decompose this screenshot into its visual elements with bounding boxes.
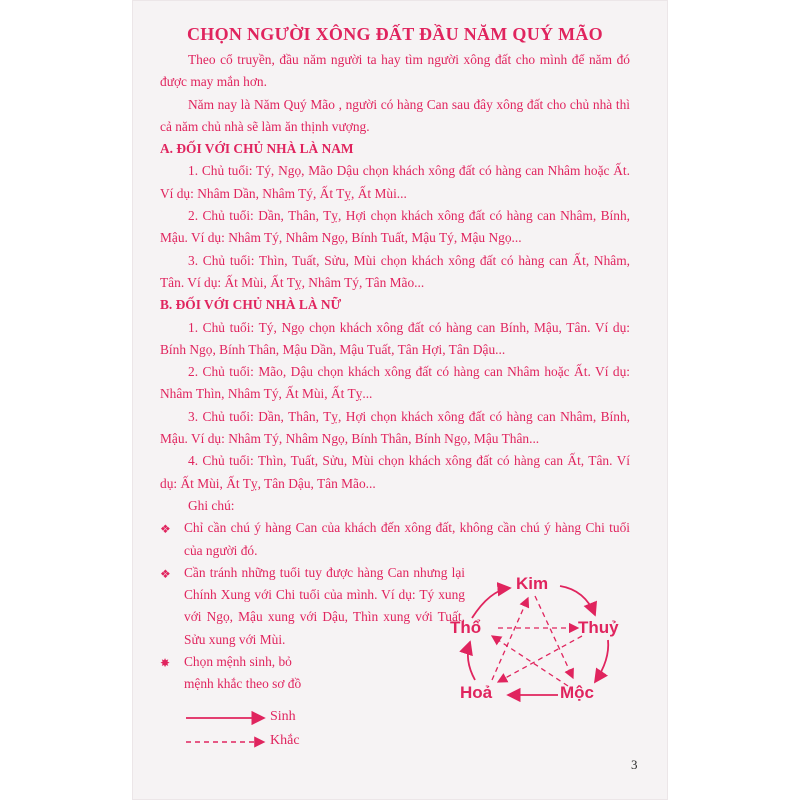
diamond-bullet-icon: ❖: [160, 522, 171, 537]
arrow-thuy-hoa: [498, 636, 582, 682]
section-a-item: 1. Chủ tuổi: Tý, Ngọ, Mão Dậu chọn khách xông đất có hàng can Nhâm hoặc Ất. Ví dụ: Nhâm Dần, Nhâm Tý, Ất Tỵ, Ất Mùi...: [160, 163, 630, 201]
diamond-bullet-icon: ❖: [160, 566, 171, 581]
arrow-kim-thuy: [560, 586, 595, 615]
section-b-heading: B. ĐỐI VỚI CHỦ NHÀ LÀ NỮ: [160, 297, 342, 313]
section-b-item: 3. Chủ tuổi: Dần, Thân, Tỵ, Hợi chọn khách xông đất có hàng can Nhâm, Bính, Mậu. Ví dụ: Nhâm Tý, Nhâm Ngọ, Bính Thân, Bính Ngọ, Mậu Thân...: [160, 408, 630, 447]
note-star-item: [160, 651, 310, 696]
section-b-item: 2. Chủ tuổi: Mão, Dậu chọn khách xông đất có hàng can Nhâm hoặc Ất. Ví dụ: Nhâm Thìn, Nhâm Tý, Ất Mùi, Ất Tỵ...: [160, 364, 630, 402]
legend-sinh-label: Sinh: [270, 709, 296, 724]
note-bullet: [160, 517, 630, 562]
element-thuy: Thuỷ: [578, 618, 619, 637]
arrow-kim-moc: [535, 596, 573, 678]
section-a-item: 3. Chủ tuổi: Thìn, Tuất, Sửu, Mùi chọn khách xông đất có hàng can Ất, Nhâm, Tân. Ví dụ: Ất Mùi, Ất Tỵ, Nhâm Tý, Tân Mão...: [160, 252, 630, 290]
legend-khac-label: Khắc: [270, 733, 300, 748]
intro-paragraph-2: Năm nay là Năm Quý Mão , người có hàng Can sau đây xông đất cho chủ nhà thì cả năm chủ nhà sẽ làm ăn thịnh vượng.: [160, 96, 630, 134]
note-bullet: [160, 562, 465, 651]
page-number: 3: [631, 757, 638, 772]
note-star-text: Chọn mệnh sinh, bỏ mệnh khắc theo sơ đồ: [184, 654, 302, 692]
element-kim: Kim: [516, 574, 549, 593]
arrow-tho-kim: [472, 588, 510, 618]
arrow-moc-tho: [492, 636, 568, 686]
arrow-thuy-moc: [595, 640, 608, 682]
note-bullet-text: Chỉ cần chú ý hàng Can của khách đến xông đất, không cần chú ý hàng Chi tuổi của người đó.: [184, 520, 630, 558]
section-a-item: 2. Chủ tuổi: Dần, Thân, Tỵ, Hợi chọn khách xông đất có hàng can Nhâm, Bính, Mậu. Ví dụ: Nhâm Tý, Nhâm Ngọ, Bính Tuất, Mậu Tý, Mậu Ngọ...: [160, 208, 630, 246]
notes-label: Ghi chú:: [188, 497, 235, 513]
element-hoa: Hoả: [460, 683, 493, 702]
five-elements-diagram: [450, 570, 630, 720]
page-title: CHỌN NGƯỜI XÔNG ĐẤT ĐẦU NĂM QUÝ MÃO: [187, 24, 603, 44]
element-tho: Thổ: [450, 618, 482, 637]
arrow-hoa-tho: [468, 642, 475, 680]
asterisk-icon: ✸: [160, 656, 171, 671]
element-moc: Mộc: [560, 683, 594, 702]
intro-paragraph-1: Theo cổ truyền, đầu năm người ta hay tìm người xông đất cho mình để năm đó được may mắn hơn.: [160, 52, 630, 90]
note-bullet-text: Cần tránh những tuổi tuy được hàng Can nhưng lại Chính Xung với Chi tuổi của mình. Ví dụ: Tý xung với Ngọ, Mậu xung với Dậu, Thìn xung với Tuất, Sửu xung với Mùi.: [184, 564, 465, 647]
section-b-item: 1. Chủ tuổi: Tý, Ngọ chọn khách xông đất có hàng can Bính, Mậu, Tân. Ví dụ: Bính Ngọ, Bính Thân, Mậu Dần, Mậu Tuất, Tân Hợi, Tân Dậu...: [160, 319, 630, 357]
section-b-item: 4. Chủ tuổi: Thìn, Tuất, Sửu, Mùi chọn khách xông đất có hàng can Ất, Tân. Ví dụ: Ất Mùi, Ất Tỵ, Tân Dậu, Tân Mão...: [160, 453, 630, 491]
section-a-heading: A. ĐỐI VỚI CHỦ NHÀ LÀ NAM: [160, 141, 354, 157]
diagram-legend: [180, 706, 340, 756]
